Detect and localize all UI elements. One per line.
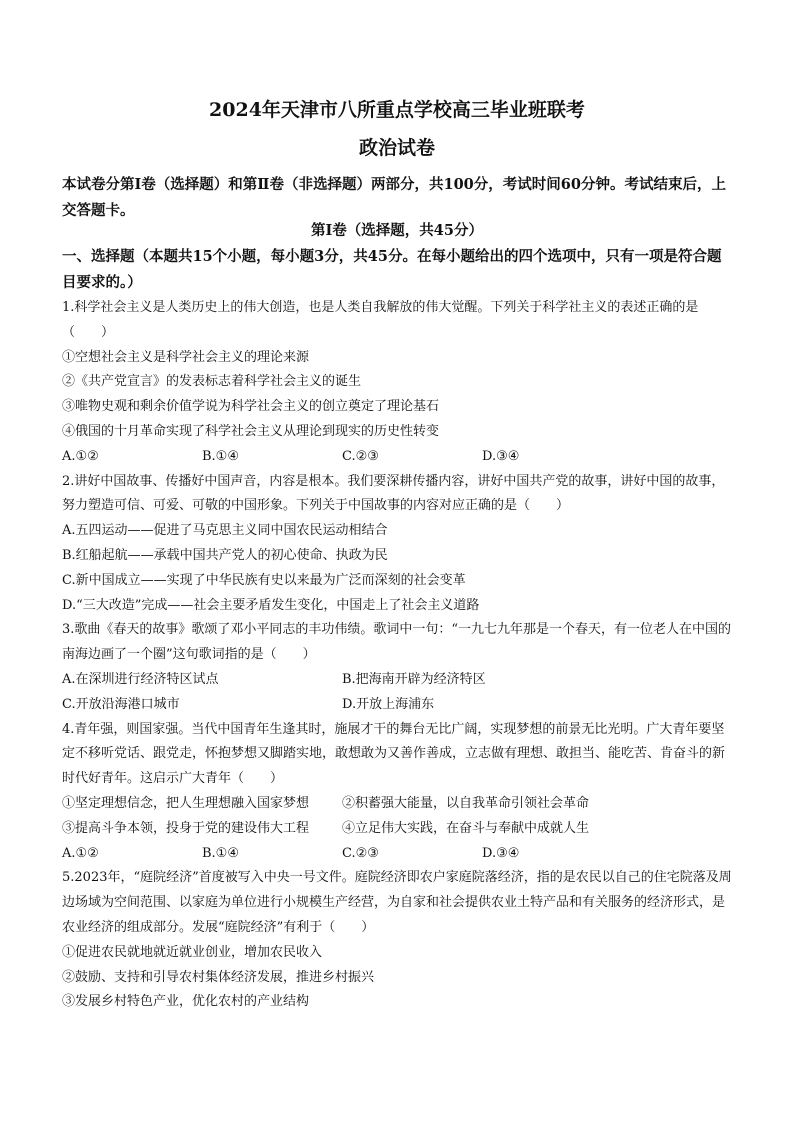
question-1-option-d: D.③④ — [482, 448, 520, 464]
question-4-item-4: ④立足伟大实践，在奋斗与奉献中成就人生 — [342, 820, 590, 836]
question-3-option-c: C.开放沿海港口城市 — [62, 696, 180, 712]
question-1-item-4: ④俄国的十月革命实现了科学社会主义从理论到现实的历史性转变 — [62, 423, 440, 439]
question-4-option-d: D.③④ — [482, 845, 520, 861]
question-2-option-a: A.五四运动——促进了马克思主义同中国农民运动相结合 — [62, 523, 388, 539]
question-1-option-c: C.②③ — [342, 448, 379, 464]
question-2-stem: 2.讲好中国故事、传播好中国声音，内容是根本。我们要深耕传播内容，讲好中国共产党的故事，讲好中国的故事，努力塑造可信、可爱、可敬的中国形象。下列关于中国故事的内容对应正确的是（ ） — [62, 473, 725, 514]
question-5-item-1: ①促进农民就地就近就业创业，增加农民收入 — [62, 944, 323, 960]
question-2-option-b: B.红船起航——承载中国共产党人的初心使命、执政为民 — [62, 547, 388, 563]
question-3-options-row-2 — [62, 693, 732, 718]
question-3-stem: 3.歌曲《春天的故事》歌颂了邓小平同志的丰功伟绩。歌词中一句：“一九七九年那是一个春天，有一位老人在中国的南海边画了一个圈”这句歌词指的是（ ） — [62, 622, 732, 663]
question-1-option-b: B.①④ — [202, 448, 239, 464]
question-4-items-row-1 — [62, 792, 732, 817]
question-3-option-d: D.开放上海浦东 — [342, 696, 435, 712]
question-4-option-b: B.①④ — [202, 845, 239, 861]
question-1-stem: 1.科学社会主义是人类历史上的伟大创造，也是人类自我解放的伟大觉醒。下列关于科学社主义的表述正确的是（ ） — [62, 300, 699, 340]
question-4-option-c: C.②③ — [342, 845, 379, 861]
exam-instructions: 本试卷分第Ⅰ卷（选择题）和第Ⅱ卷（非选择题）两部分，共100分，考试时间60分钟。考试结束后，上交答题卡。 — [62, 176, 726, 219]
question-3-option-b: B.把海南开辟为经济特区 — [342, 671, 486, 687]
question-1-item-3: ③唯物史观和剩余价值学说为科学社会主义的创立奠定了理论基石 — [62, 399, 440, 415]
question-3-option-a: A.在深圳进行经济特区试点 — [62, 671, 219, 687]
exam-subtitle: 政治试卷 — [358, 137, 435, 159]
question-1-item-1: ①空想社会主义是科学社会主义的理论来源 — [62, 349, 310, 365]
question-4-stem: 4.青年强，则国家强。当代中国青年生逢其时，施展才干的舞台无比广阔，实现梦想的前景无比光明。广大青年要坚定不移听党话、跟党走，怀抱梦想又脚踏实地，敢想敢为又善作善成，立志做有理想、敢担当、能吃苦、肯奋斗的新时代好青年。这启示广大青年（ ） — [62, 721, 726, 787]
question-1-item-2: ②《共产党宣言》的发表标志着科学社会主义的诞生 — [62, 374, 362, 390]
question-4-item-2: ②积蓄强大能量，以自我革命引领社会革命 — [342, 795, 590, 811]
question-5-item-2: ②鼓励、支持和引导农村集体经济发展，推进乡村振兴 — [62, 969, 375, 985]
question-1-options — [62, 445, 732, 470]
question-1-option-a: A.①② — [62, 448, 99, 464]
question-5-item-3: ③发展乡村特色产业，优化农村的产业结构 — [62, 994, 310, 1010]
question-5-stem: 5.2023年，“庭院经济”首度被写入中央一号文件。庭院经济即农户家庭院落经济，指的是农民以自己的住宅院落及周边场域为空间范围、以家庭为单位进行小规模生产经营，为自家和社会提供农业土特产品和有关服务的经济形式，是农业经济的组成部分。发展“庭院经济”有利于（ ） — [62, 870, 732, 935]
question-4-item-1: ①坚定理想信念，把人生理想融入国家梦想 — [62, 795, 310, 811]
question-2-option-d: D.“三大改造”完成——社会主要矛盾发生变化，中国走上了社会主义道路 — [62, 597, 480, 613]
questions-body — [62, 296, 732, 1015]
question-4-items-row-2 — [62, 817, 732, 842]
question-4-option-a: A.①② — [62, 845, 99, 861]
part-one-heading: 第Ⅰ卷（选择题，共45分） — [311, 222, 483, 239]
question-2-option-c: C.新中国成立——实现了中华民族有史以来最为广泛而深刻的社会变革 — [62, 572, 466, 588]
section-one-heading: 一、选择题（本题共15个小题，每小题3分，共45分。在每小题给出的四个选项中，只有一项是符合题目要求的。） — [62, 248, 722, 291]
question-3-options-row-1 — [62, 668, 732, 693]
exam-title: 2024年天津市八所重点学校高三毕业班联考 — [209, 99, 585, 121]
question-4-item-3: ③提高斗争本领，投身于党的建设伟大工程 — [62, 820, 310, 836]
question-4-options — [62, 842, 732, 867]
